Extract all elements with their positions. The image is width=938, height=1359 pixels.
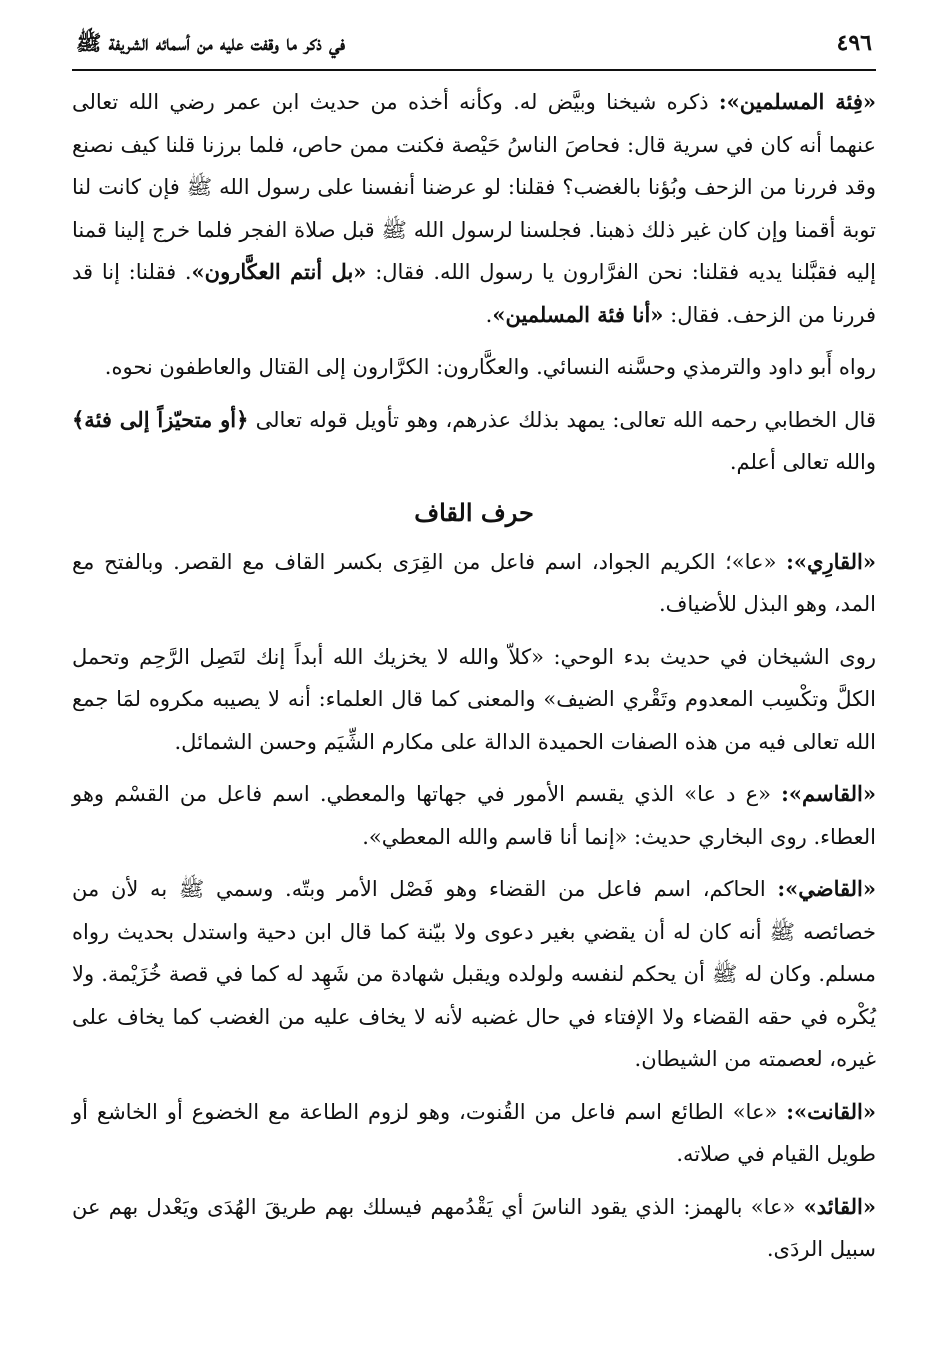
entry-al-qaid — [72, 1186, 876, 1271]
running-title: في ذكر ما وقفت عليه من أسمائه الشريفة ﷺ — [76, 30, 346, 55]
page-number: ٤٩٦ — [836, 30, 872, 56]
entry-text: «عا» الطائع اسم فاعل من القُنوت، وهو لزوم الطاعة مع الخضوع أو الخاشع أو طويل القيام في صلاته. — [72, 1099, 876, 1166]
quote-bold: «أنا فئة المسلمين» — [492, 301, 664, 327]
entry-text: «عا» بالهمز: الذي يقود الناسَ أي يَقْدُمهم فيسلك بهم طريقَ الهُدَى ويَعْدل بهم عن سبيل الردَى. — [72, 1194, 876, 1261]
page-body — [72, 71, 876, 1271]
paragraph-text: رواه أَبو داود والترمذي وحسَّنه النسائي. والعكَّارون: الكرَّارون إلى القتال والعاطفون نحوه. — [104, 355, 876, 379]
paragraph-text: قال الخطابي رحمه الله تعالى: يمهد بذلك عذرهم، وهو تأويل قوله تعالى — [248, 407, 876, 432]
section-heading: حرف القاف — [414, 497, 534, 527]
entry-al-qasim — [72, 773, 876, 858]
paragraph-narration — [72, 346, 876, 389]
entry-text: روى الشيخان في حديث بدء الوحي: «كلاّ والله لا يخزيك الله أبداً إنك لتَصِل الرَّحِم وتحمل الكلَّ وتكْسِب المعدوم وتَقْري الضيف» والمعنى كما قال العلماء: أنه لا يصيبه مكروه لمَا جمع الله تعالى فيه من هذه الصفات الحميدة الدالة على مكارم الشِّيَم وحسن الشمائل. — [72, 644, 876, 754]
entry-term: «القاسم»: — [781, 781, 876, 806]
entry-term: «القانت»: — [786, 1098, 876, 1124]
paragraph-text: والله تعالى أعلم. — [729, 450, 876, 474]
entry-shaykhan — [72, 636, 876, 764]
quran-quote: ﴿أو متحيّزاً إلى فئة﴾ — [72, 406, 249, 432]
entry-al-qari — [72, 541, 876, 626]
entry-term: «فِئة المسلمين»: — [718, 89, 876, 114]
entry-text: ذكره شيخنا وبيَّض له. وكأنه أخذه من حديث ابن عمر رضي الله تعالى عنهما أنه كان في سرية قال: فحاصَ الناسُ حَيْصة فكنت ممن حاص، فلما برزنا قلنا كيف نصنع وقد فررنا من الزحف وبُؤنا بالغضب؟ فقلنا: لو عرضنا أنفسنا على رسول الله ﷺ فإن كانت لنا توبة أقمنا وإن كان غير ذلك ذهبنا. فجلسنا لرسول الله ﷺ قبل صلاة الفجر فلما خرج إلينا قمنا إليه فقبَّلنا يديه فقلنا: نحن الفرَّارون يا رسول الله. فقال: — [72, 90, 876, 284]
entry-text: الحاكم، اسم فاعل من القضاء وهو فَصْل الأمر وبتّه. وسمي ﷺ به لأن من خصائصه ﷺ أنه كان له أن يقضي بغير دعوى ولا بيّنة كما قال ابن دحية واستدل بحديث رواه مسلم. وكان له ﷺ أن يحكم لنفسه ولولده ويقبل شهادة من شَهِد له كما في قصة خُزَيْمة. ولا يُكْره في حقه القضاء ولا الإفتاء في حال غضبه لأنه لا يخاف عليه من الغضب كما يخاف على غيره، لعصمته من الشيطان. — [72, 877, 876, 1071]
page-header — [72, 30, 876, 71]
entry-term: «القاضي»: — [777, 876, 876, 901]
entry-term: «القارِي»: — [786, 548, 876, 574]
quote-bold: «بل أنتم العكَّارون» — [191, 259, 367, 284]
entry-text: «عا»؛ الكريم الجواد، اسم فاعل من القِرَى بكسر القاف مع القصر. وبالفتح مع المد، وهو البذل للأضياف. — [72, 549, 876, 616]
entry-al-qanit — [72, 1091, 876, 1176]
entry-term: «القائد» — [803, 1193, 876, 1219]
paragraph-khattabi — [72, 399, 876, 484]
paragraph-fiat-al-muslimin — [72, 81, 876, 336]
entry-text: . — [485, 302, 493, 327]
entry-al-qadi — [72, 868, 876, 1081]
entry-text: . فقلنا: إنا قد فررنا من الزحف. فقال: — [72, 260, 876, 327]
entry-text: «ع د عا» الذي يقسم الأمور في جهاتها والمعطي. اسم فاعل من القسْم وهو العطاء. روى البخاري حديث: «إنما أنا قاسم والله المعطي». — [72, 782, 876, 849]
